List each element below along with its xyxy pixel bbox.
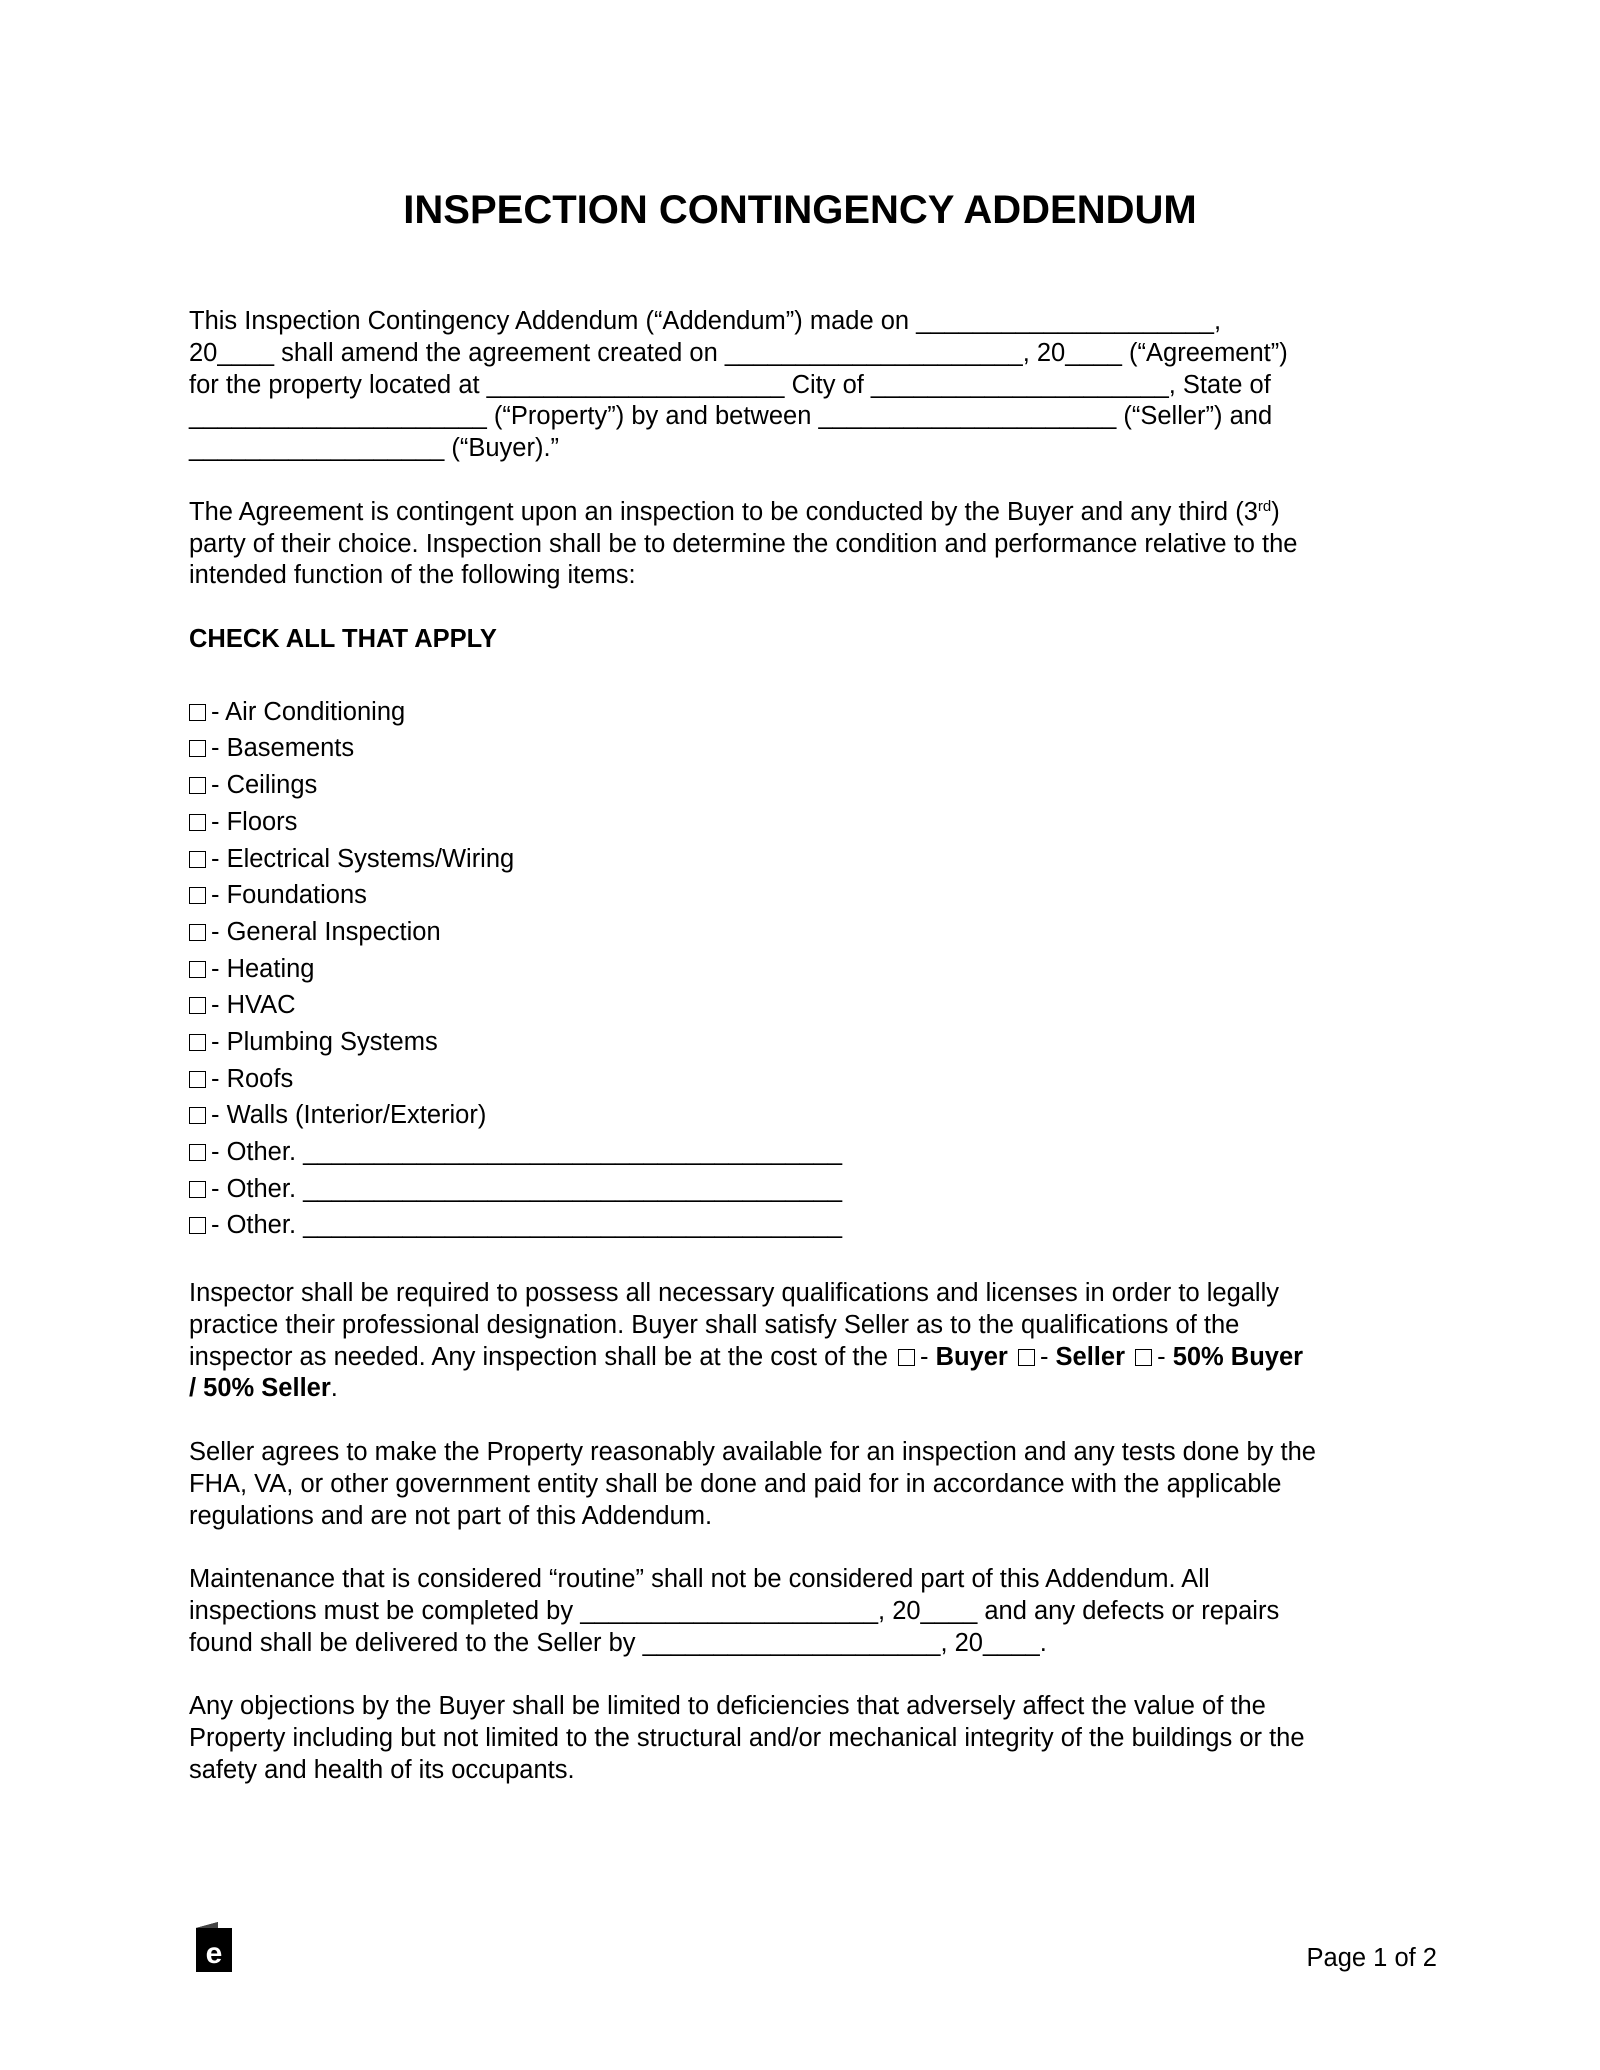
checklist-item-label: - General Inspection: [211, 917, 441, 946]
inspector-line: practice their professional designation. Buyer shall satisfy Seller as to the qualifications of the: [189, 1310, 1240, 1339]
dash: -: [1157, 1342, 1166, 1371]
cost-option-seller: Seller: [1055, 1342, 1125, 1371]
checkbox[interactable]: [189, 1107, 206, 1124]
cost-buyer-checkbox[interactable]: [898, 1349, 915, 1366]
checklist-item-other: [189, 1207, 1429, 1244]
cost-option-split-continued: / 50% Seller: [189, 1374, 331, 1403]
checklist-item-label: - Other. ______________________________________: [211, 1174, 843, 1203]
checkbox[interactable]: [189, 704, 206, 721]
checklist-item-label: - Air Conditioning: [211, 697, 406, 726]
document-body: [189, 306, 1429, 1819]
contingency-line: intended function of the following items:: [189, 561, 636, 590]
inspector-paragraph: [189, 1278, 1429, 1405]
checklist-item: [189, 767, 1429, 804]
checklist-item-label: - Walls (Interior/Exterior): [211, 1101, 487, 1130]
inspector-cost-text: inspector as needed. Any inspection shall be at the cost of the: [189, 1342, 888, 1371]
checklist-item: [189, 841, 1429, 878]
checkbox[interactable]: [189, 1217, 206, 1234]
checklist-item-label: - Basements: [211, 734, 355, 763]
checkbox[interactable]: [189, 740, 206, 757]
checklist-item-other: [189, 1134, 1429, 1171]
objections-line: Any objections by the Buyer shall be limited to deficiencies that adversely affect the value of the: [189, 1692, 1266, 1721]
page-number: Page 1 of 2: [1306, 1944, 1437, 1972]
checklist-item-label: - Ceilings: [211, 771, 318, 800]
period: .: [330, 1374, 338, 1403]
checklist-item: [189, 987, 1429, 1024]
checklist-item-label: - HVAC: [211, 991, 296, 1020]
intro-line: This Inspection Contingency Addendum (“Addendum”) made on _____________________,: [189, 307, 1222, 335]
cost-option-split: 50% Buyer: [1172, 1342, 1304, 1371]
checkbox[interactable]: [189, 1144, 206, 1161]
checklist-item-label: - Floors: [211, 807, 298, 836]
contingency-text: The Agreement is contingent upon an inspection to be conducted by the Buyer and any third (3: [189, 497, 1258, 526]
intro-line: for the property located at _____________________ City of _____________________, State of: [189, 370, 1271, 399]
ordinal-superscript: rd: [1257, 497, 1272, 515]
checklist-item: [189, 914, 1429, 951]
checklist-item: [189, 1061, 1429, 1098]
intro-line: 20____ shall amend the agreement created on _____________________, 20____ (“Agreement”): [189, 338, 1288, 367]
document-title: INSPECTION CONTINGENCY ADDENDUM: [403, 188, 1197, 232]
checklist-item-other: [189, 1171, 1429, 1208]
contingency-text-close: ): [1271, 497, 1280, 526]
checklist-item-label: - Other. ______________________________________: [211, 1138, 843, 1167]
checklist-item: [189, 877, 1429, 914]
availability-line: FHA, VA, or other government entity shall be done and paid for in accordance with the applicable: [189, 1469, 1282, 1498]
cost-option-buyer: Buyer: [935, 1342, 1008, 1371]
checkbox[interactable]: [189, 851, 206, 868]
checklist-item-label: - Other. ______________________________________: [211, 1211, 843, 1240]
checkbox[interactable]: [189, 887, 206, 904]
inspector-line: [189, 1373, 1429, 1405]
maintenance-line: Maintenance that is considered “routine” shall not be considered part of this Addendum. All: [189, 1565, 1210, 1594]
intro-line: _____________________ (“Property”) by and between _____________________ (“Seller”) and: [189, 402, 1273, 431]
checklist-item: [189, 1097, 1429, 1134]
dash: -: [919, 1342, 929, 1371]
svg-text:e: e: [205, 1937, 223, 1970]
checkbox[interactable]: [189, 997, 206, 1014]
checklist-item-label: - Heating: [211, 954, 315, 983]
availability-line: Seller agrees to make the Property reasonably available for an inspection and any tests done by the: [189, 1438, 1316, 1467]
inspection-checklist: [189, 694, 1429, 1244]
checklist-item-label: - Roofs: [211, 1064, 294, 1093]
checklist-item-label: - Electrical Systems/Wiring: [211, 844, 515, 873]
checkbox[interactable]: [189, 814, 206, 831]
checkbox[interactable]: [189, 924, 206, 941]
availability-paragraph: [189, 1437, 1429, 1532]
checkbox[interactable]: [189, 1071, 206, 1088]
eforms-logo-icon: [196, 1922, 232, 1972]
inspector-cost-line: [189, 1342, 1429, 1374]
maintenance-line: inspections must be completed by _____________________, 20____ and any defects or repairs: [189, 1597, 1280, 1626]
checklist-item: [189, 804, 1429, 841]
checklist-item-label: - Plumbing Systems: [211, 1027, 438, 1056]
checkbox[interactable]: [189, 777, 206, 794]
maintenance-paragraph: [189, 1564, 1429, 1659]
checklist-item: [189, 951, 1429, 988]
checkbox[interactable]: [189, 1034, 206, 1051]
intro-line: __________________ (“Buyer).”: [189, 434, 560, 463]
checklist-item: [189, 730, 1429, 767]
cost-split-checkbox[interactable]: [1135, 1349, 1152, 1366]
contingency-line: party of their choice. Inspection shall be to determine the condition and performance relative to the: [189, 529, 1298, 558]
cost-seller-checkbox[interactable]: [1018, 1349, 1035, 1366]
inspector-line: Inspector shall be required to possess all necessary qualifications and licenses in order to legally: [189, 1279, 1280, 1308]
intro-paragraph: [189, 306, 1429, 465]
objections-line: safety and health of its occupants.: [189, 1756, 575, 1785]
objections-line: Property including but not limited to the structural and/or mechanical integrity of the buildings or the: [189, 1724, 1305, 1753]
contingency-paragraph: [189, 497, 1429, 592]
checklist-item: [189, 1024, 1429, 1061]
availability-line: regulations and are not part of this Addendum.: [189, 1501, 713, 1530]
contingency-line: [189, 497, 1429, 529]
checklist-item: [189, 694, 1429, 731]
maintenance-line: found shall be delivered to the Seller by _____________________, 20____.: [189, 1628, 1047, 1657]
checkbox[interactable]: [189, 961, 206, 978]
objections-paragraph: [189, 1691, 1429, 1786]
checkbox[interactable]: [189, 1181, 206, 1198]
dash: -: [1039, 1342, 1049, 1371]
checklist-heading: CHECK ALL THAT APPLY: [189, 624, 497, 653]
checklist-item-label: - Foundations: [211, 881, 367, 910]
